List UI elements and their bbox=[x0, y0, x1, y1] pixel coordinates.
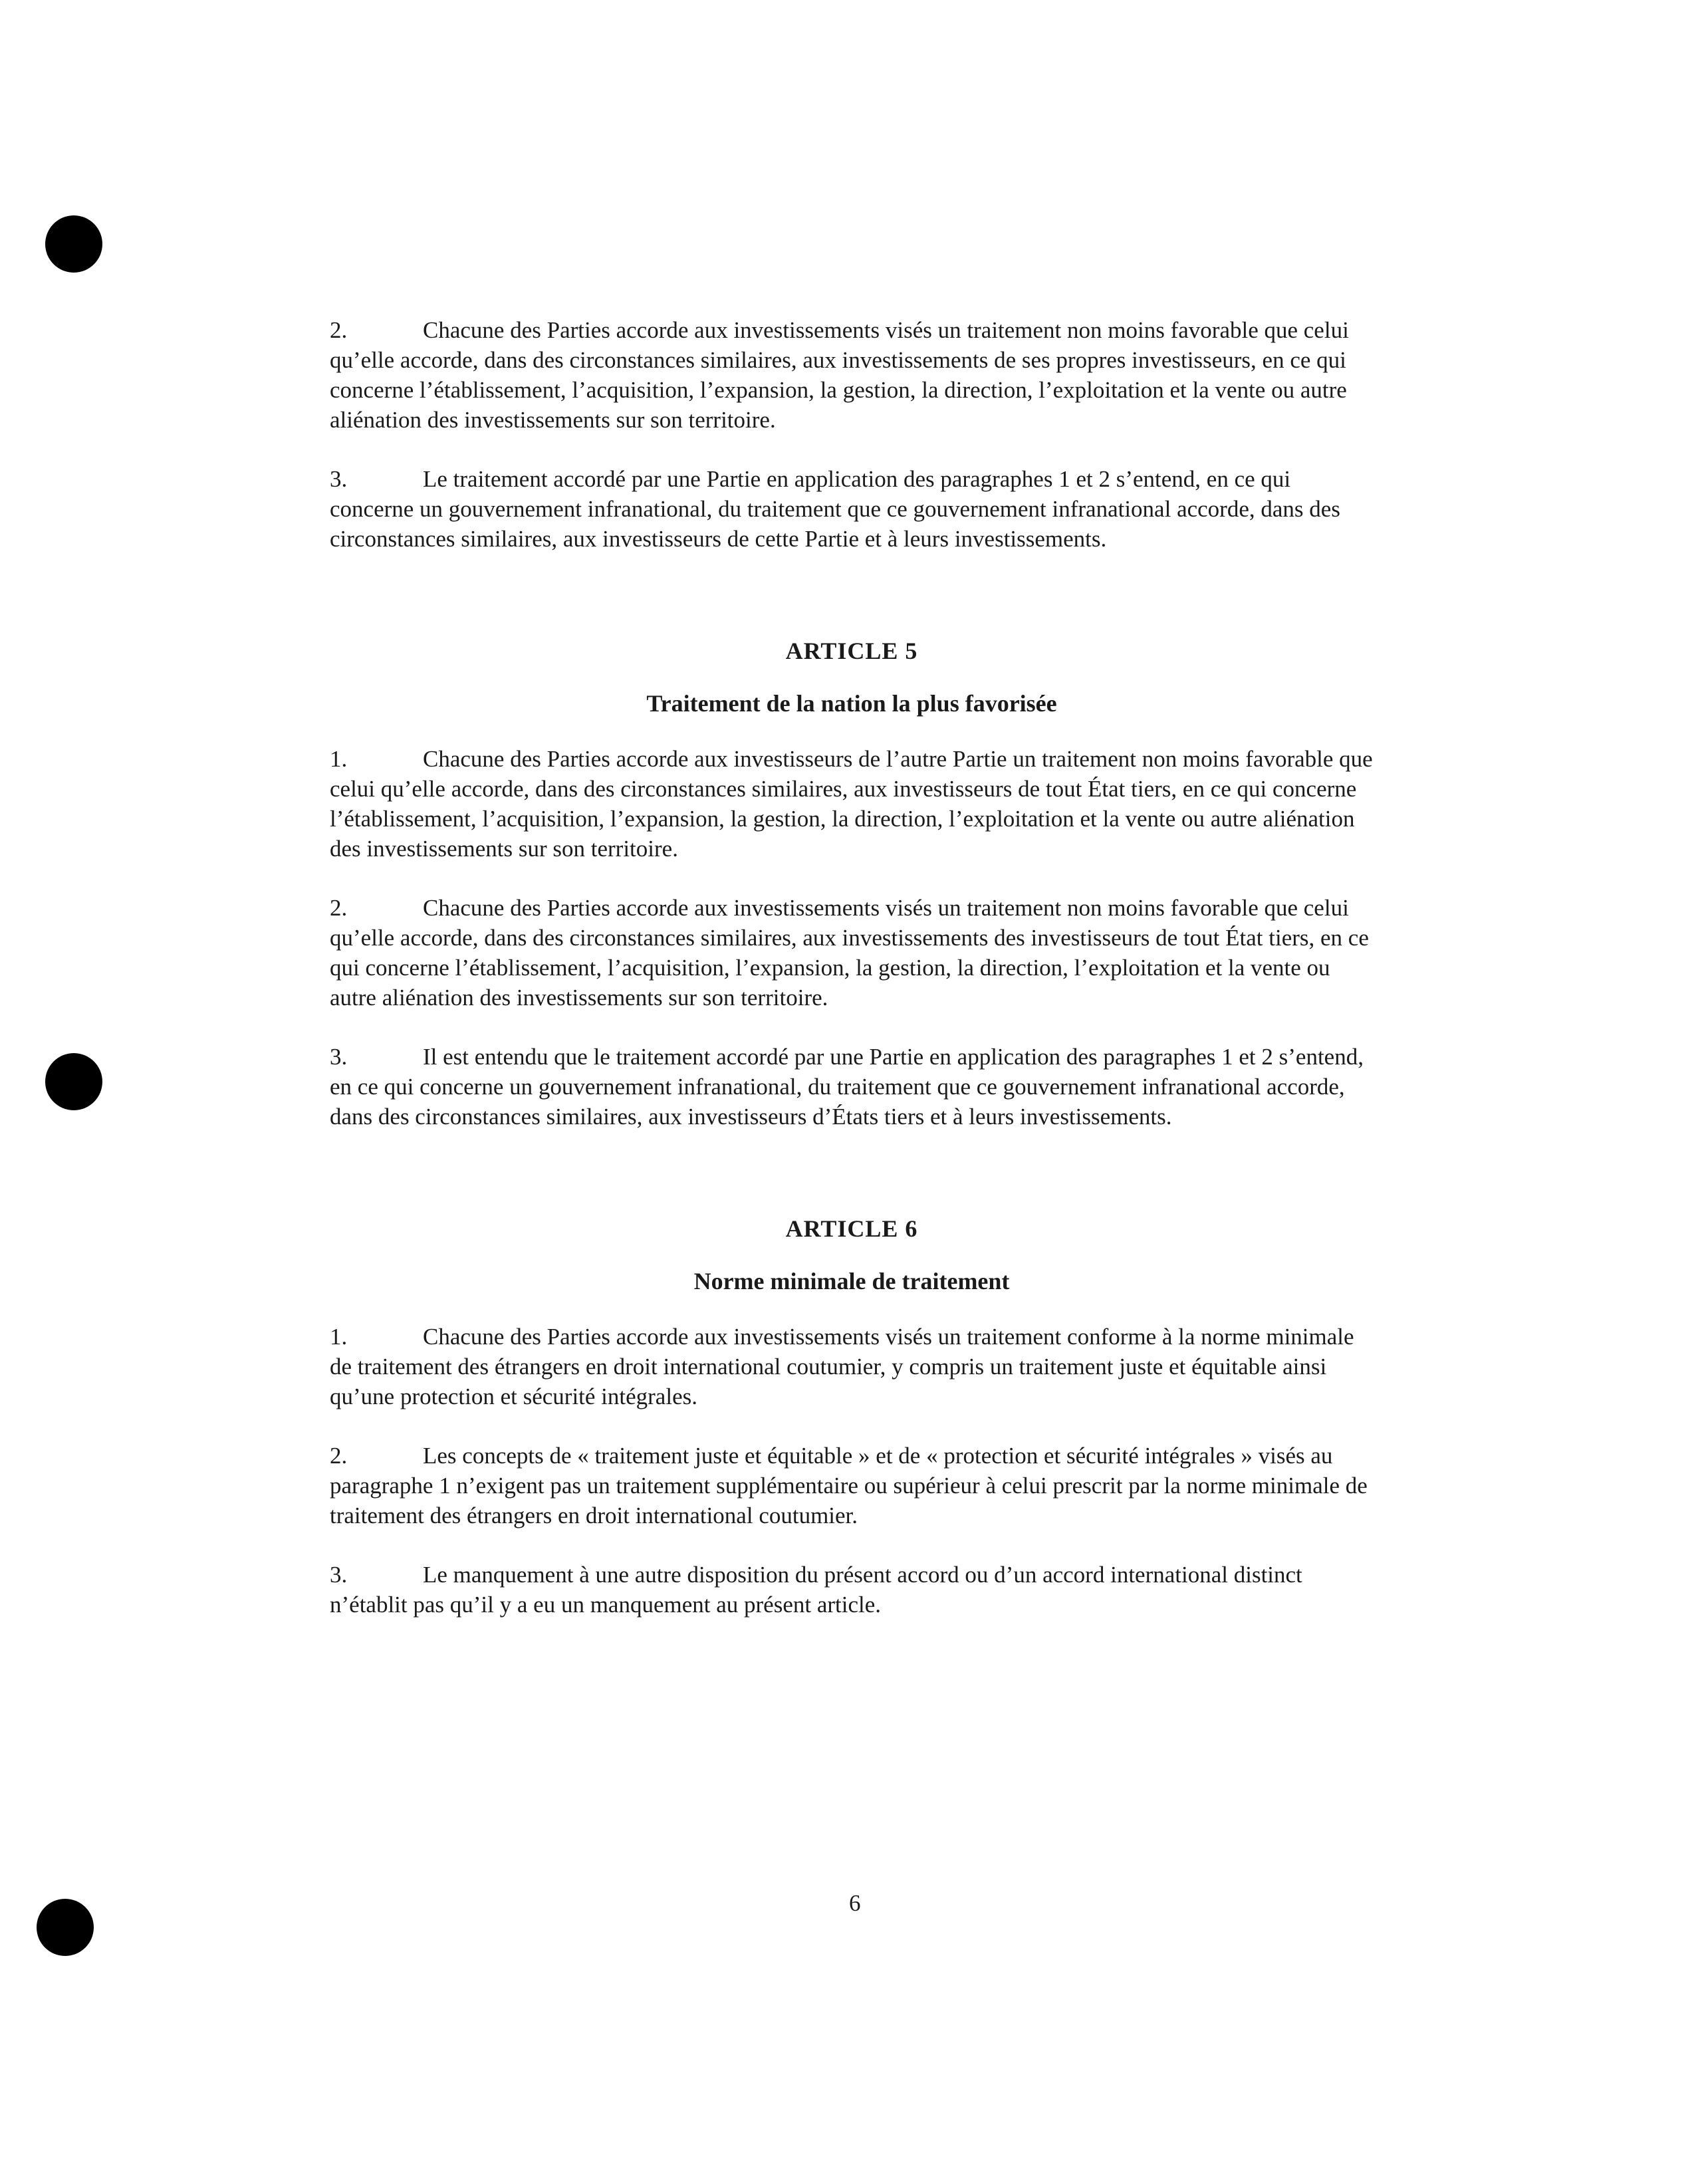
article-6-heading: ARTICLE 6 bbox=[785, 1215, 918, 1242]
article-6-title: Norme minimale de traitement bbox=[693, 1268, 1010, 1294]
paragraph-number: 2. bbox=[330, 1443, 348, 1469]
punch-hole-middle bbox=[45, 1053, 102, 1110]
paragraph-number: 1. bbox=[330, 746, 348, 772]
paragraph-number: 2. bbox=[330, 895, 348, 921]
paragraph-text: Le traitement accordé par une Partie en application des paragraphes 1 et 2 s’entend, en ce qui concerne un gouvernement infranational, du traitement que ce gouvernement infranational accorde, dans des circonstances similaires, aux investisseurs de cette Partie et à leurs investissements. bbox=[330, 466, 1340, 552]
article-5 bbox=[330, 636, 1374, 1132]
paragraph-text: Chacune des Parties accorde aux investissements visés un traitement non moins favorable que celui qu’elle accorde, dans des circonstances similaires, aux investissements de ses propres investisseurs, en ce qui concerne l’établissement, l’acquisition, l’expansion, la gestion, la direction, l’exploitation et la vente ou autre aliénation des investissements sur son territoire. bbox=[330, 317, 1349, 433]
paragraph-number: 2. bbox=[330, 317, 348, 343]
page-number: 6 bbox=[849, 1890, 861, 1916]
paragraph-text: Les concepts de « traitement juste et équitable » et de « protection et sécurité intégrales » visés au paragraphe 1 n’exigent pas un traitement supplémentaire ou supérieur à celui prescrit par la norme minimale de traitement des étrangers en droit international coutumier. bbox=[330, 1443, 1368, 1528]
paragraph-text: Chacune des Parties accorde aux investissements visés un traitement conforme à la norme minimale de traitement des étrangers en droit international coutumier, y compris un traitement juste et équitable ainsi qu’une protection et sécurité intégrales. bbox=[330, 1324, 1354, 1409]
article5-paragraph-1 bbox=[330, 744, 1374, 864]
article5-paragraph-2 bbox=[330, 893, 1374, 1013]
paragraph-text: Chacune des Parties accorde aux investisseurs de l’autre Partie un traitement non moins favorable que celui qu’elle accorde, dans des circonstances similaires, aux investisseurs de tout État tiers, en ce qui concerne l’établissement, l’acquisition, l’expansion, la gestion, la direction, l’exploitation et la vente ou autre aliénation des investissements sur son territoire. bbox=[330, 746, 1373, 862]
paragraph-number: 3. bbox=[330, 1562, 348, 1588]
section-gap bbox=[330, 1161, 1374, 1214]
paragraph-text: Le manquement à une autre disposition du présent accord ou d’un accord international distinct n’établit pas qu’il y a eu un manquement au présent article. bbox=[330, 1562, 1302, 1618]
paragraph-text: Il est entendu que le traitement accordé par une Partie en application des paragraphes 1 et 2 s’entend, en ce qui concerne un gouvernement infranational, du traitement que ce gouvernement infranational accorde, dans des circonstances similaires, aux investisseurs d’États tiers et à leurs investissements. bbox=[330, 1044, 1364, 1130]
document-body bbox=[330, 315, 1374, 1649]
article-6 bbox=[330, 1214, 1374, 1620]
paragraph-number: 1. bbox=[330, 1324, 348, 1350]
article-5-title: Traitement de la nation la plus favorisée bbox=[646, 690, 1057, 717]
article5-paragraph-3 bbox=[330, 1042, 1374, 1132]
article-5-heading: ARTICLE 5 bbox=[785, 638, 918, 664]
paragraph-number: 3. bbox=[330, 466, 348, 492]
punch-hole-top bbox=[45, 215, 102, 273]
paragraph-number: 3. bbox=[330, 1044, 348, 1070]
article6-paragraph-2 bbox=[330, 1441, 1374, 1530]
article4-paragraph-3 bbox=[330, 464, 1374, 554]
punch-hole-bottom bbox=[37, 1899, 94, 1956]
paragraph-text: Chacune des Parties accorde aux investissements visés un traitement non moins favorable que celui qu’elle accorde, dans des circonstances similaires, aux investissements des investisseurs de tout État tiers, en ce qui concerne l’établissement, l’acquisition, l’expansion, la gestion, la direction, l’exploitation et la vente ou autre aliénation des investissements sur son territoire. bbox=[330, 895, 1369, 1011]
article4-paragraph-2 bbox=[330, 315, 1374, 435]
article6-paragraph-1 bbox=[330, 1322, 1374, 1411]
article6-paragraph-3 bbox=[330, 1560, 1374, 1620]
section-gap bbox=[330, 583, 1374, 636]
